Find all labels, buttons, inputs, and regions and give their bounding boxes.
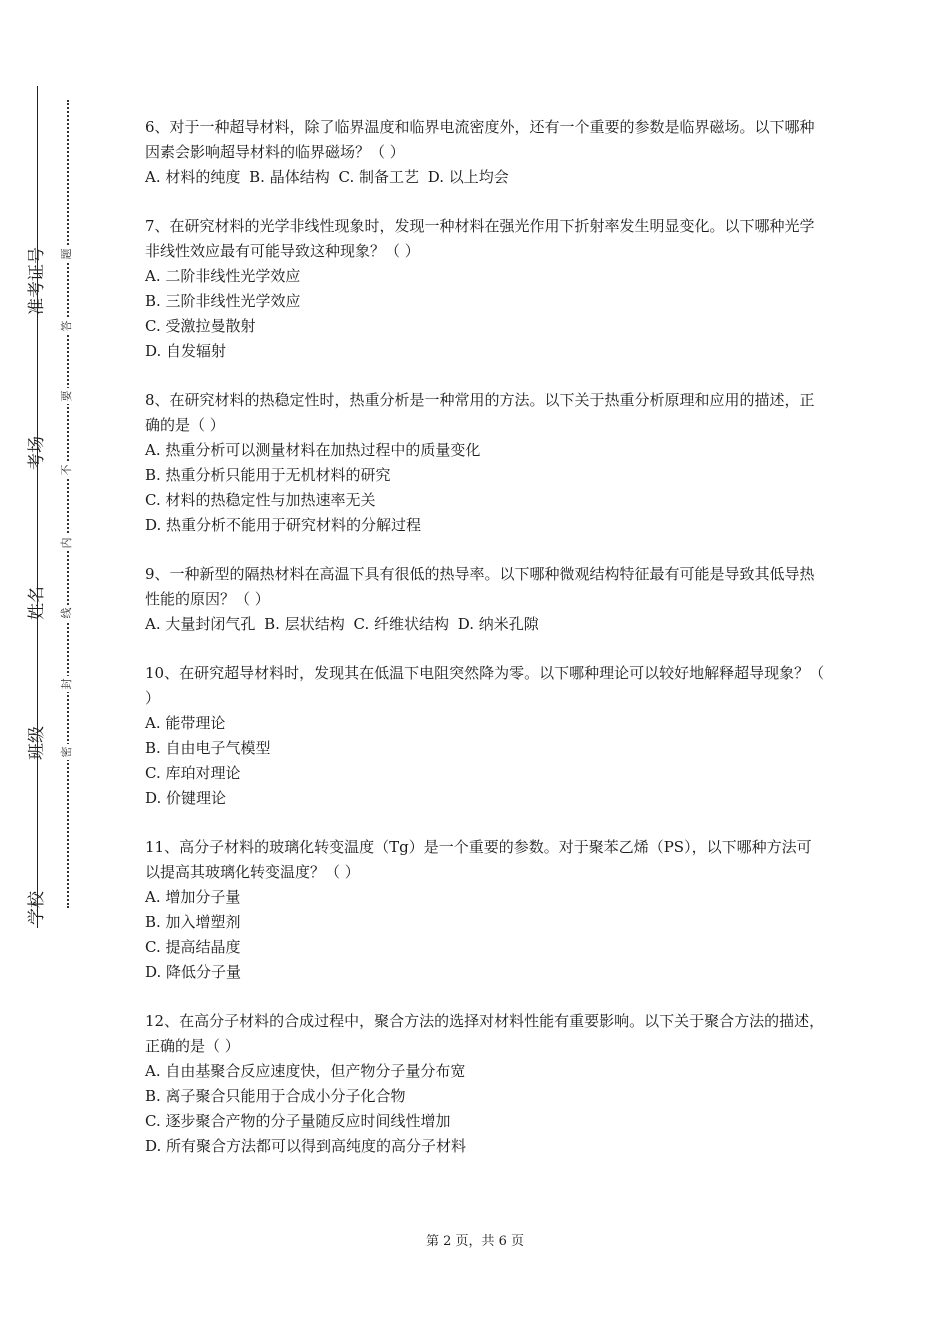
option-a: A. 大量封闭气孔 [145, 615, 256, 633]
field-label-school: 学校 [27, 891, 47, 925]
question-stem: 12、在高分子材料的合成过程中，聚合方法的选择对材料性能有重要影响。以下关于聚合方法的描述，正确的是（ ） [145, 1012, 825, 1055]
field-label-class: 班级 [27, 726, 47, 760]
seal-char: 线 [59, 605, 75, 621]
option-c: C. 库珀对理论 [145, 764, 241, 782]
option-c: C. 纤维状结构 [353, 615, 449, 633]
field-label-exam-room: 考场 [27, 436, 47, 470]
option-c: C. 逐步聚合产物的分子量随反应时间线性增加 [145, 1112, 451, 1130]
question-12 [145, 1009, 825, 1159]
question-stem: 9、一种新型的隔热材料在高温下具有很低的热导率。以下哪种微观结构特征最有可能是导致其低导热性能的原因？（ ） [145, 565, 815, 608]
question-stem: 8、在研究材料的热稳定性时，热重分析是一种常用的方法。以下关于热重分析原理和应用的描述，正确的是（ ） [145, 391, 815, 434]
seal-char: 要 [59, 388, 75, 404]
question-stem: 7、在研究材料的光学非线性现象时，发现一种材料在强光作用下折射率发生明显变化。以下哪种光学非线性效应最有可能导致这种现象？（ ） [145, 217, 815, 260]
question-stem: 11、高分子材料的玻璃化转变温度（Tg）是一个重要的参数。对于聚苯乙烯（PS），以下哪种方法可以提高其玻璃化转变温度？（ ） [145, 838, 812, 881]
option-b: B. 三阶非线性光学效应 [145, 292, 301, 310]
option-d: D. 自发辐射 [145, 342, 227, 360]
option-a: A. 自由基聚合反应速度快，但产物分子量分布宽 [145, 1062, 466, 1080]
question-10 [145, 661, 825, 811]
option-b: B. 晶体结构 [249, 168, 330, 186]
question-9 [145, 562, 825, 637]
option-d: D. 以上均会 [427, 168, 509, 186]
question-list [145, 115, 825, 1183]
option-d: D. 热重分析不能用于研究材料的分解过程 [145, 516, 422, 534]
seal-char: 答 [59, 318, 75, 334]
question-stem: 6、对于一种超导材料，除了临界温度和临界电流密度外，还有一个重要的参数是临界磁场。以下哪种因素会影响超导材料的临界磁场？（ ） [145, 118, 815, 161]
seal-char: 不 [59, 462, 75, 478]
binding-solid-line [37, 86, 38, 928]
question-7 [145, 214, 825, 364]
option-row [145, 612, 825, 637]
question-11 [145, 835, 825, 985]
option-c: C. 提高结晶度 [145, 938, 241, 956]
field-label-name: 姓名 [27, 586, 47, 620]
seal-char: 内 [59, 535, 75, 551]
question-stem: 10、在研究超导材料时，发现其在低温下电阻突然降为零。以下哪种理论可以较好地解释超导现象？（ ） [145, 664, 825, 707]
seal-char: 密 [59, 744, 75, 760]
option-b: B. 自由电子气模型 [145, 739, 271, 757]
question-6 [145, 115, 825, 190]
option-a: A. 材料的纯度 [145, 168, 241, 186]
option-a: A. 二阶非线性光学效应 [145, 267, 301, 285]
option-d: D. 纳米孔隙 [457, 615, 539, 633]
option-c: C. 制备工艺 [338, 168, 419, 186]
option-b: B. 加入增塑剂 [145, 913, 241, 931]
option-b: B. 离子聚合只能用于合成小分子化合物 [145, 1087, 406, 1105]
option-a: A. 热重分析可以测量材料在加热过程中的质量变化 [145, 441, 481, 459]
binding-dotted-line [67, 100, 69, 908]
question-8 [145, 388, 825, 538]
option-d: D. 价键理论 [145, 789, 227, 807]
option-c: C. 材料的热稳定性与加热速率无关 [145, 491, 376, 509]
seal-char: 题 [59, 246, 75, 262]
option-row [145, 165, 825, 190]
field-label-exam-number: 准考证号 [27, 247, 47, 315]
option-d: D. 降低分子量 [145, 963, 242, 981]
option-b: B. 层状结构 [264, 615, 345, 633]
seal-char: 封 [59, 676, 75, 692]
option-d: D. 所有聚合方法都可以得到高纯度的高分子材料 [145, 1137, 467, 1155]
option-a: A. 能带理论 [145, 714, 226, 732]
page-footer: 第 2 页，共 6 页 [425, 1234, 525, 1249]
option-a: A. 增加分子量 [145, 888, 241, 906]
option-c: C. 受激拉曼散射 [145, 317, 256, 335]
option-b: B. 热重分析只能用于无机材料的研究 [145, 466, 391, 484]
